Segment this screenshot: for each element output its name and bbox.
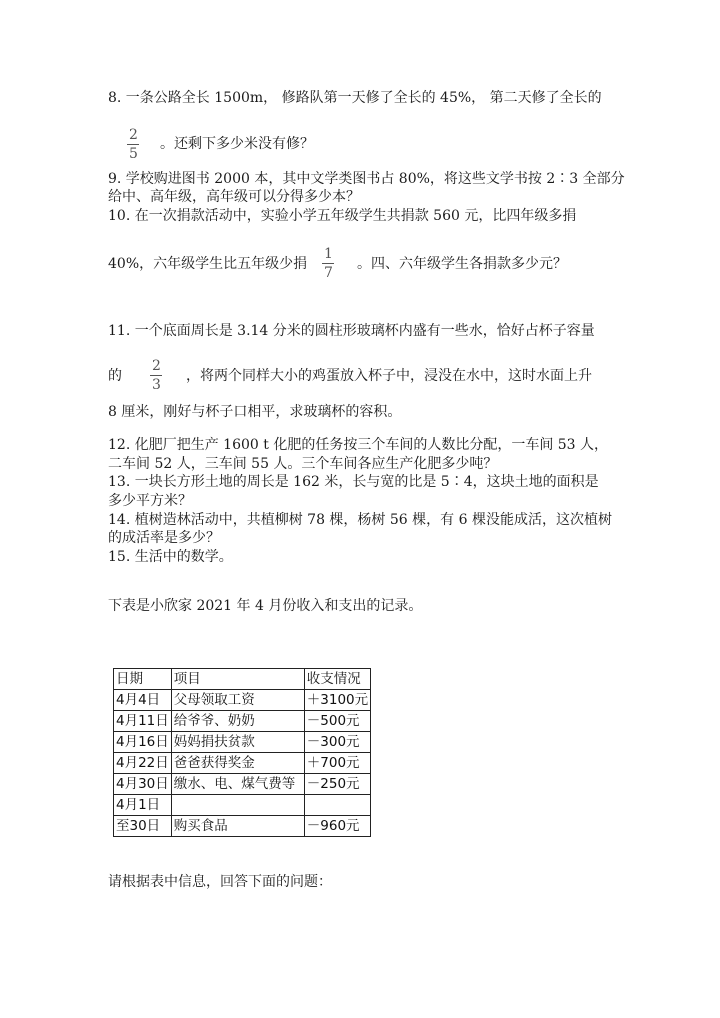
- q10-line2-b: 。四、六年级学生各捐款多少元？: [357, 256, 567, 272]
- q10-frac-den: 7: [324, 265, 333, 281]
- row-date-end: 至30日: [114, 816, 172, 837]
- q13-line2: 多少平方米？: [108, 493, 192, 509]
- q8-fraction: [127, 127, 140, 162]
- q11-line2-a: 的: [108, 368, 122, 384]
- table-row: [114, 690, 371, 711]
- q9-line2: 给中、高年级，高年级可以分得多少本？: [108, 189, 360, 205]
- row-amount: ＋700元: [304, 753, 370, 774]
- q10-line1: 10. 在一次捐款活动中，实验小学五年级学生共捐款 560 元，比四年级多捐: [108, 208, 577, 224]
- income-expense-table: [113, 668, 371, 837]
- table-row-food-bottom: [114, 816, 371, 837]
- q8-frac-den: 5: [129, 146, 138, 162]
- row-amount: ＋3100元: [304, 690, 370, 711]
- table-header-row: [114, 669, 371, 690]
- q8-line2: 。还剩下多少米没有修？: [160, 136, 314, 152]
- q10-line2-a: 40%，六年级学生比五年级少捐: [108, 256, 308, 272]
- q13-line1: 13. 一块长方形土地的周长是 162 米，长与宽的比是 5∶4，这块土地的面积是: [108, 474, 599, 490]
- q9-line1: 9. 学校购进图书 2000 本，其中文学类图书占 80%，将这些文学书按 2∶3 全部分: [108, 171, 625, 187]
- q8-line1: 8. 一条公路全长 1500m， 修路队第一天修了全长的 45%， 第二天修了全长的: [108, 90, 602, 106]
- q11-frac-num: 2: [152, 358, 161, 374]
- header-item: 项目: [171, 669, 304, 690]
- row-amount: －250元: [304, 774, 370, 795]
- row-item-empty: [171, 795, 304, 816]
- row-item: 购买食品: [171, 816, 304, 837]
- row-date: 4月11日: [114, 711, 172, 732]
- table-row: [114, 753, 371, 774]
- row-amount: －500元: [304, 711, 370, 732]
- table-row: [114, 774, 371, 795]
- q8-frac-num: 2: [129, 127, 138, 143]
- q15-line1: 15. 生活中的数学。: [108, 549, 233, 565]
- q11-frac-bar: [150, 375, 162, 376]
- q10-frac-bar: [322, 263, 334, 264]
- row-item: 妈妈捐扶贫款: [171, 732, 304, 753]
- table-row: [114, 711, 371, 732]
- table-row: [114, 732, 371, 753]
- q12-line1: 12. 化肥厂把生产 1600 t 化肥的任务按三个车间的人数比分配，一车间 53 人，: [108, 437, 609, 453]
- table-question-prompt: 请根据表中信息，回答下面的问题：: [108, 874, 332, 890]
- row-amount: －960元: [304, 816, 370, 837]
- row-amount: －300元: [304, 732, 370, 753]
- header-date: 日期: [114, 669, 172, 690]
- row-date: 4月30日: [114, 774, 172, 795]
- q11-frac-den: 3: [152, 377, 161, 393]
- row-amount-empty: [304, 795, 370, 816]
- row-date: 4月16日: [114, 732, 172, 753]
- q12-line2: 二车间 52 人，三车间 55 人。三个车间各应生产化肥多少吨？: [108, 456, 498, 472]
- header-amount: 收支情况: [304, 669, 370, 690]
- row-date-start: 4月1日: [114, 795, 172, 816]
- q14-line2: 的成活率是多少？: [108, 530, 220, 546]
- q11-line3: 8 厘米，刚好与杯子口相平，求玻璃杯的容积。: [108, 404, 402, 420]
- row-date: 4月22日: [114, 753, 172, 774]
- row-item: 爸爸获得奖金: [171, 753, 304, 774]
- q14-line1: 14. 植树造林活动中，共植柳树 78 棵，杨树 56 棵，有 6 棵没能成活，这次植树: [108, 512, 612, 528]
- q11-line2-b: ，将两个同样大小的鸡蛋放入杯子中，浸没在水中，这时水面上升: [186, 368, 592, 384]
- q11-line1: 11. 一个底面周长是 3.14 分米的圆柱形玻璃杯内盛有一些水，恰好占杯子容量: [108, 323, 595, 339]
- row-item: 缴水、电、煤气费等: [171, 774, 304, 795]
- row-item: 给爷爷、奶奶: [171, 711, 304, 732]
- table-row-food-top: [114, 795, 371, 816]
- q11-fraction: [150, 358, 163, 393]
- table-intro: 下表是小欣家 2021 年 4 月份收入和支出的记录。: [108, 598, 423, 614]
- q10-frac-num: 1: [324, 246, 333, 262]
- row-date: 4月4日: [114, 690, 172, 711]
- q10-fraction: [322, 246, 335, 281]
- row-item: 父母领取工资: [171, 690, 304, 711]
- q8-frac-bar: [127, 144, 139, 145]
